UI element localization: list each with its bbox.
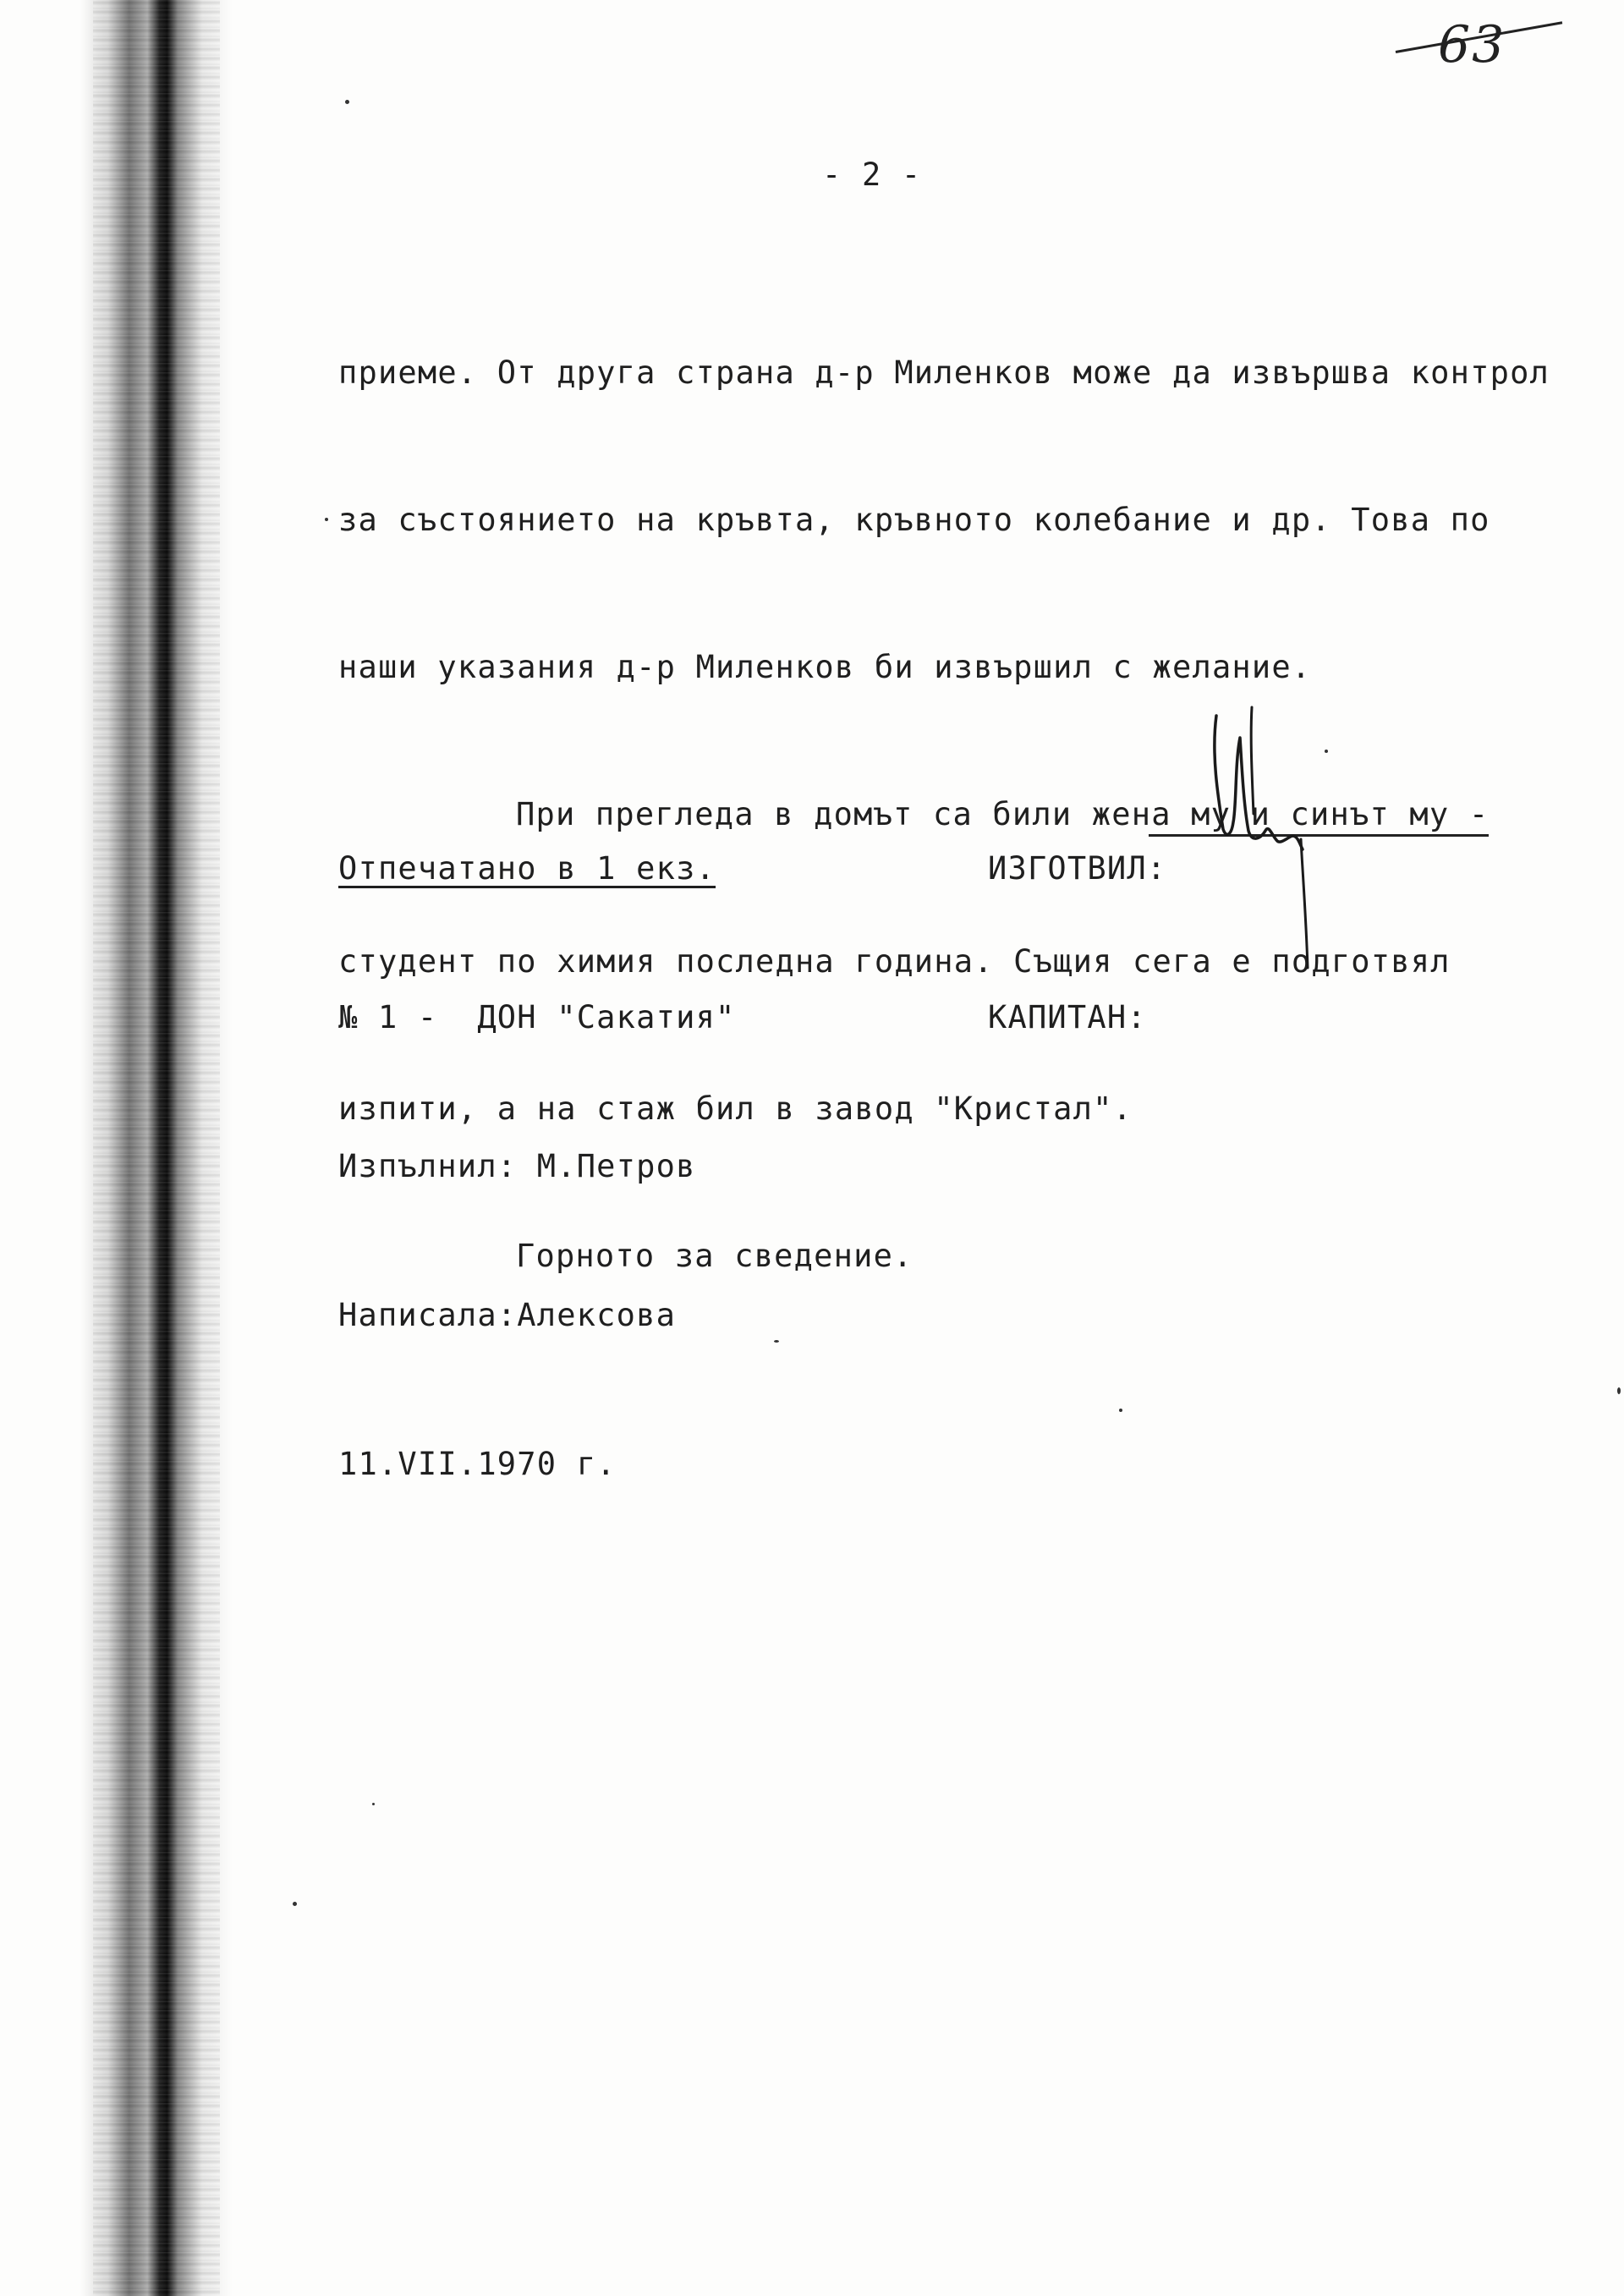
typed-by: Написала:Алексова xyxy=(338,1297,677,1333)
executed-by: Изпълнил: М.Петров xyxy=(338,1148,696,1184)
page-number: - 2 - xyxy=(822,157,922,193)
scan-speck xyxy=(1119,1409,1122,1412)
body-line: При прегледа в домът са били жена му и синът му - xyxy=(516,796,1490,832)
body-line: приеме. От друга страна д-р Миленков може да извършва контрол xyxy=(338,354,1550,391)
copy-recipient: № 1 - ДОН "Сакатия" xyxy=(338,999,736,1035)
scan-speck xyxy=(1617,1387,1621,1394)
scan-speck xyxy=(293,1902,297,1906)
scan-speck xyxy=(325,518,328,521)
signature-block xyxy=(988,746,1166,1142)
scan-speck xyxy=(1325,750,1328,753)
binding-texture xyxy=(93,0,220,2296)
body-line: изпити, а на стаж бил в завод "Кристал". xyxy=(338,1090,1133,1127)
folio-number: 63 xyxy=(1438,15,1506,74)
distribution-block xyxy=(338,746,736,1589)
prepared-label: ИЗГОТВИЛ: xyxy=(988,850,1167,887)
scan-speck xyxy=(345,100,349,104)
body-line: студент по химия последна година. Същия сега е подготвял xyxy=(338,943,1451,980)
body-line: наши указания д-р Миленков би извършил с желание. xyxy=(338,649,1312,685)
scan-speck xyxy=(372,1803,375,1805)
document-date: 11.VII.1970 г. xyxy=(338,1446,617,1482)
body-line: Горното за сведение. xyxy=(516,1238,914,1274)
body-line: за състоянието на кръвта, кръвното колебание и др. Това по xyxy=(338,502,1490,538)
rank-label: КАПИТАН: xyxy=(988,999,1147,1035)
scan-speck xyxy=(774,1340,779,1343)
printed-copies: Отпечатано в 1 екз. xyxy=(338,850,716,887)
handwritten-signature xyxy=(1193,704,1362,975)
